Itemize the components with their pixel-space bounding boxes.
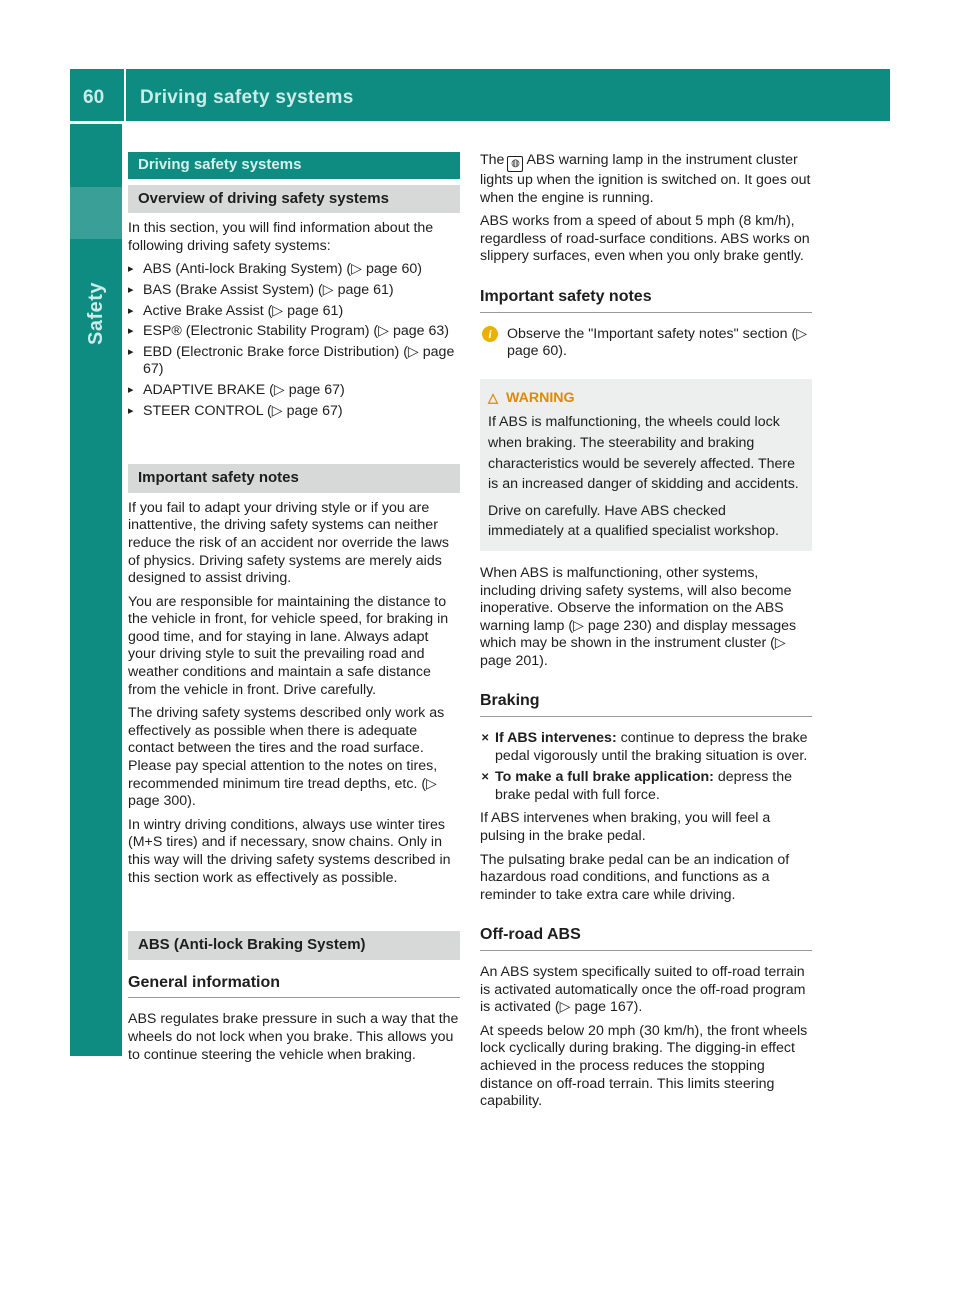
important-paragraph: In wintry driving conditions, always use winter tires (M+S tires) and if necessary, snow chains. Only in this way will the driving safety systems described in this section work as effectively as possible. [128, 816, 451, 886]
list-item: ▸ Active Brake Assist (▷ page 61) [128, 303, 460, 321]
list-item: ▸ BAS (Brake Assist System) (▷ page 61) [128, 282, 460, 300]
section-title: Driving safety systems [128, 152, 460, 179]
warning-box [480, 379, 812, 551]
braking-title: Braking [480, 692, 812, 717]
indication-paragraph: The pulsating brake pedal can be an indication of hazardous road conditions, and functions as a reminder to take extra care while driving. [480, 851, 790, 903]
offroad-paragraph: At speeds below 20 mph (30 km/h), the front wheels lock cyclically during braking. The digging-in effect achieved in the process reduces the stopping distance on off-road terrain. This limits steering capability. [480, 1022, 808, 1110]
chapter-marker [70, 187, 122, 239]
important-paragraph: You are responsible for maintaining the distance to the vehicle in front, for vehicle speed, for braking in good time, and for staying in lane. Always adapt your driving style to suit the prevailing road and weather conditions and maintain a safe distance from the vehicle in front. Drive carefully. [128, 593, 449, 698]
warning-title: WARNING [506, 389, 575, 406]
offroad-title: Off-road ABS [480, 926, 812, 951]
list-item: ▸ ADAPTIVE BRAKE (▷ page 67) [128, 382, 460, 400]
lamp-post: ABS warning lamp in the instrument cluster lights up when the ignition is switched on. It goes out when the engine is running. [480, 152, 811, 206]
lamp-pre: The [480, 152, 505, 168]
right-column [480, 152, 812, 1117]
warning-triangle-icon: △ [488, 389, 498, 405]
action-label: To make a full brake application: [495, 769, 714, 786]
lamp-paragraph [480, 152, 812, 207]
speed-paragraph: ABS works from a speed of about 5 mph (8 km/h), regardless of road-surface conditions. ABS works on slippery surfaces, even when you only brake gently. [480, 213, 810, 265]
warning-heading [488, 388, 803, 409]
important-notes-title: Important safety notes [480, 288, 812, 313]
important-paragraph: If you fail to adapt your driving style or if you are inattentive, the driving safety systems can neither reduce the risk of an accident nor override the laws of physics. Driving safety systems are merely aids designed to assist driving. [128, 499, 449, 587]
header-divider [124, 69, 126, 121]
important-title: Important safety notes [128, 464, 460, 493]
chapter-label: Safety [85, 281, 107, 345]
overview-intro: In this section, you will find information about the following driving safety systems: [128, 220, 434, 254]
abs-warning-lamp-icon: ◍ [507, 156, 523, 172]
pulse-paragraph: If ABS intervenes when braking, you will feel a pulsing in the brake pedal. [480, 810, 771, 845]
info-text: Observe the "Important safety notes" section (▷ page 60). [507, 325, 808, 360]
info-icon: i [482, 326, 498, 342]
general-info-text: ABS regulates brake pressure in such a way that the wheels do not lock when you brake. This allows you to continue steering the vehicle when braking. [128, 1011, 459, 1063]
page-title: Driving safety systems [140, 87, 354, 108]
list-item: ▸ EBD (Electronic Brake force Distribution) (▷ page 67) [128, 344, 460, 379]
overview-title: Overview of driving safety systems [128, 185, 460, 214]
warning-text: If ABS is malfunctioning, the wheels could lock when braking. The steerability and braking characteristics would be severely affected. There is an increased danger of skidding and accidents. [488, 414, 799, 493]
info-note [480, 326, 812, 361]
page-number: 60 [83, 87, 105, 108]
malfunction-paragraph: When ABS is malfunctioning, other systems, including driving safety systems, will also become inoperative. Observe the information on the ABS warning lamp (▷ page 230) and display messages which may be shown in the instrument cluster (▷ page 201). [480, 564, 797, 669]
systems-list [128, 261, 460, 420]
braking-actions [480, 730, 812, 804]
important-paragraph: The driving safety systems described only work as effectively as possible when there is adequate contact between the tires and the road surface. Please pay special attention to the notes on tires, recommended minimum tire tread depths, etc. (▷ page 300). [128, 705, 445, 810]
list-item: ▸ ESP® (Electronic Stability Program) (▷ page 63) [128, 323, 460, 341]
abs-title: ABS (Anti-lock Braking System) [128, 931, 460, 960]
left-column [128, 152, 460, 1070]
action-item [480, 730, 812, 765]
chapter-sidebar [70, 124, 122, 1056]
warning-text: Drive on carefully. Have ABS checked immediately at a qualified specialist workshop. [488, 502, 779, 540]
action-text: depress the brake pedal with full force. [495, 769, 793, 803]
action-label: If ABS intervenes: [495, 730, 617, 747]
list-item: ▸ STEER CONTROL (▷ page 67) [128, 403, 460, 421]
offroad-paragraph: An ABS system specifically suited to off-road terrain is activated automatically once the off-road program is activated (▷ page 167). [480, 964, 806, 1016]
action-item [480, 769, 812, 804]
general-info-title: General information [128, 974, 460, 999]
list-item: ▸ ABS (Anti-lock Braking System) (▷ page 60) [128, 261, 460, 279]
action-text: continue to depress the brake pedal vigorously until the braking situation is over. [495, 730, 808, 764]
